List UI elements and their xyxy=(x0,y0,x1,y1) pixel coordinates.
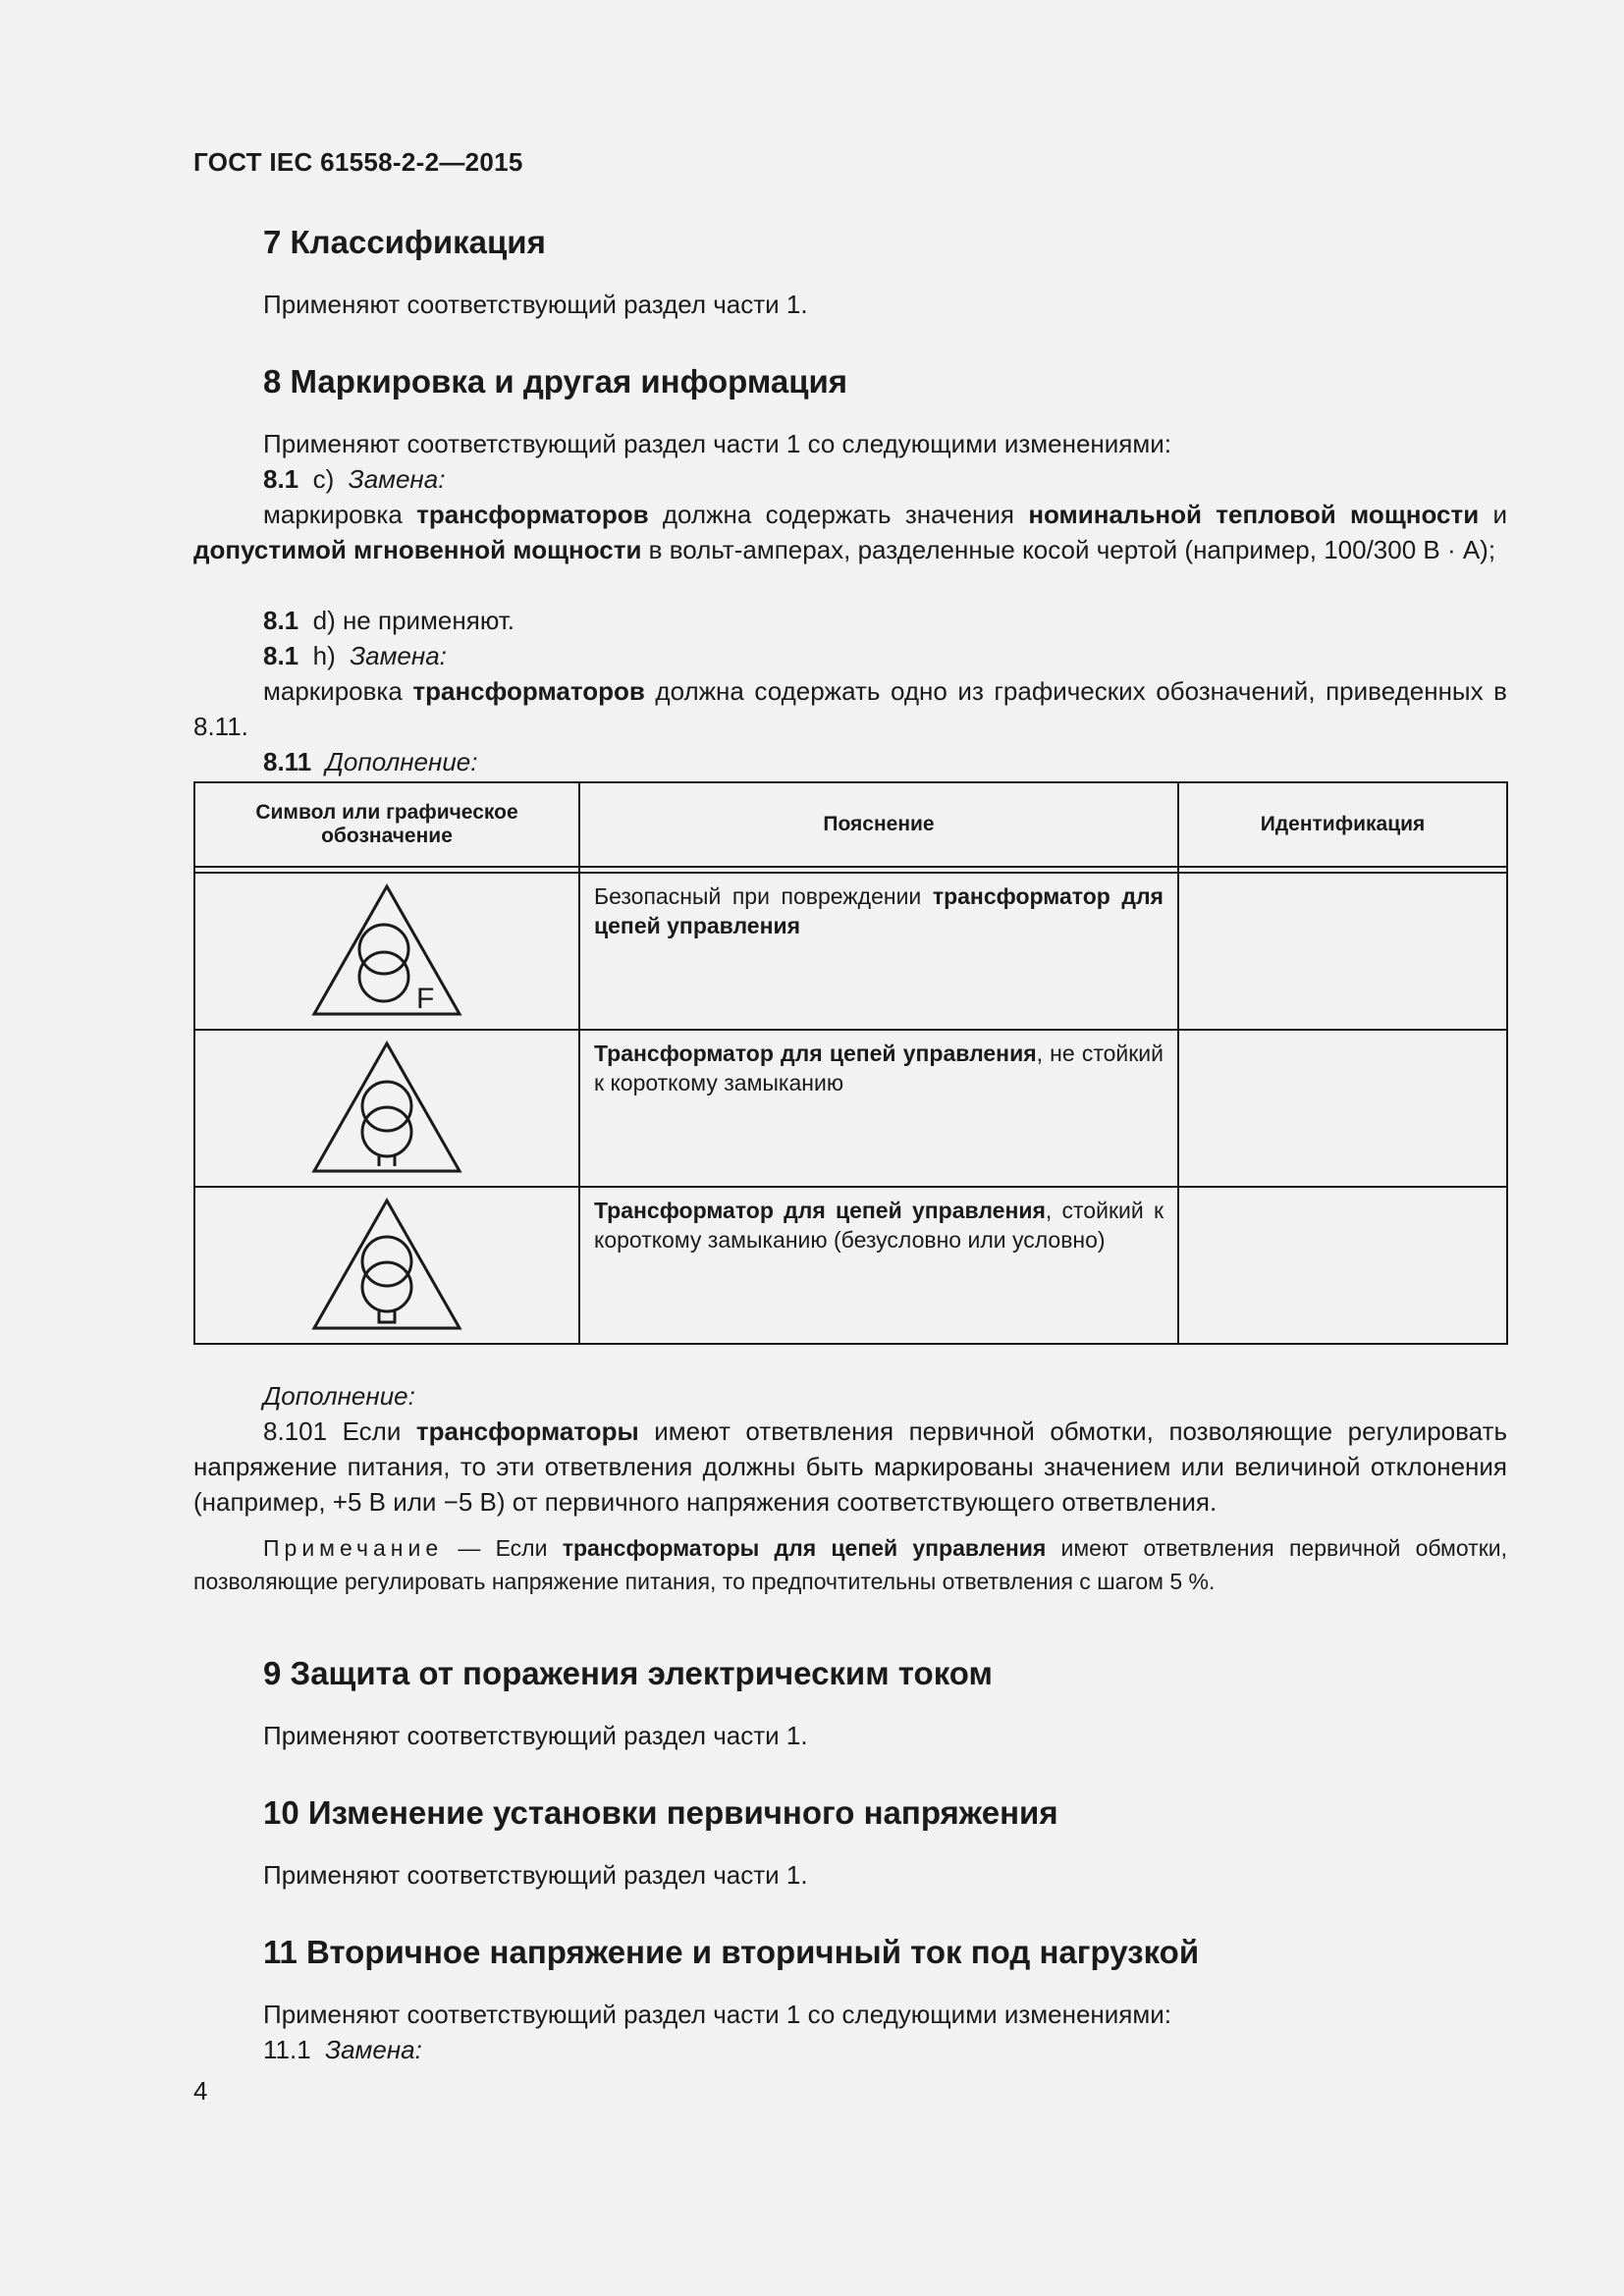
table-row xyxy=(194,1187,1507,1344)
document-id: ГОСТ IEC 61558-2-2—2015 xyxy=(193,147,523,177)
clause-8-1-c-text xyxy=(193,497,1507,567)
section-11-title: 11 Вторичное напряжение и вторичный ток под нагрузкой xyxy=(263,1934,1200,1970)
clause-text: d) не применяют. xyxy=(312,606,515,635)
symbol-cell xyxy=(194,873,579,1030)
clause-11-1-heading xyxy=(263,2032,422,2067)
section-7-text: Применяют соответствующий раздел части 1. xyxy=(263,290,808,319)
identification-cell xyxy=(1178,1030,1507,1187)
non-short-circuit-proof-transformer-icon xyxy=(308,1040,465,1177)
symbol-cell xyxy=(194,1030,579,1187)
text-run: Безопасный при повреждении xyxy=(594,883,933,909)
clause-label: h) xyxy=(312,641,336,670)
bold-term: трансформаторов xyxy=(416,500,649,529)
fail-safe-transformer-icon xyxy=(308,882,465,1020)
table-header: Идентификация xyxy=(1178,782,1507,867)
explanation-cell xyxy=(579,873,1178,1030)
text-run: должна содержать значения xyxy=(648,500,1029,529)
text-run: — Если xyxy=(443,1535,563,1561)
table-header-row xyxy=(194,782,1507,867)
bold-term: допустимой мгновенной мощности xyxy=(193,535,642,564)
table-header: Пояснение xyxy=(579,782,1178,867)
section-8-intro: Применяют соответствующий раздел части 1 со следующими изменениями: xyxy=(263,429,1172,458)
clause-number: 8.1 xyxy=(263,464,299,494)
text-run: и xyxy=(1479,500,1508,529)
clause-type: Замена: xyxy=(348,464,446,494)
section-8-title: 8 Маркировка и другая информация xyxy=(263,363,848,400)
text-run: , стойкий к короткому замыканию (безусловно или условно) xyxy=(594,1198,1164,1253)
clause-type: Замена: xyxy=(350,641,447,670)
clause-8-1-h-text xyxy=(193,673,1507,744)
explanation-cell xyxy=(579,1030,1178,1187)
text-run: должна содержать одно из графических обозначений, приведенных в 8.11. xyxy=(193,676,1507,741)
clause-8-1-d xyxy=(263,603,514,638)
clause-number: 11.1 xyxy=(263,2035,311,2064)
section-10-text: Применяют соответствующий раздел части 1. xyxy=(263,1860,808,1890)
clause-8-11-heading xyxy=(263,744,477,779)
text-run: , не стойкий к короткому замыканию xyxy=(594,1041,1164,1095)
table-row xyxy=(194,873,1507,1030)
bold-term: Трансформатор для цепей управления xyxy=(594,1198,1046,1223)
table-header: Символ или графическое обозначение xyxy=(194,782,579,867)
clause-8-1-c-heading xyxy=(263,461,445,497)
section-11-text: Применяют соответствующий раздел части 1 со следующими изменениями: xyxy=(263,2000,1172,2029)
text-run: маркировка xyxy=(263,676,413,706)
identification-cell xyxy=(1178,1187,1507,1344)
section-9-text: Применяют соответствующий раздел части 1. xyxy=(263,1721,808,1750)
clause-label: c) xyxy=(312,464,335,494)
bold-term: трансформаторы xyxy=(415,1416,639,1446)
bold-term: трансформаторов xyxy=(412,676,645,706)
symbol-letter: F xyxy=(416,983,435,1015)
bold-term: трансформаторы для цепей управления xyxy=(562,1535,1047,1561)
table-row xyxy=(194,1030,1507,1187)
text-run: 8.101 Если xyxy=(263,1416,416,1446)
clause-8-1-h-heading xyxy=(263,638,447,673)
section-9-title: 9 Защита от поражения электрическим током xyxy=(263,1655,993,1691)
bold-term: номинальной тепловой мощности xyxy=(1028,500,1480,529)
note-label: Примечание xyxy=(263,1535,444,1561)
section-10-title: 10 Изменение установки первичного напряжения xyxy=(263,1794,1058,1831)
clause-number: 8.1 xyxy=(263,641,299,670)
text-run: маркировка xyxy=(263,500,417,529)
section-7-title: 7 Классификация xyxy=(263,224,546,260)
page-number: 4 xyxy=(193,2076,208,2106)
symbol-cell xyxy=(194,1187,579,1344)
explanation-cell xyxy=(579,1187,1178,1344)
identification-cell xyxy=(1178,873,1507,1030)
clause-type: Дополнение: xyxy=(325,747,478,776)
clause-number: 8.1 xyxy=(263,606,299,635)
bold-term: Трансформатор для цепей управления xyxy=(594,1041,1037,1066)
text-run: имеют ответвления первичной обмотки, позволяющие регулировать напряжение питания, то предпочтительны ответвления с шагом 5 %. xyxy=(193,1535,1507,1594)
text-run: имеют ответвления первичной обмотки, позволяющие регулировать напряжение питания, то эти ответвления должны быть маркированы значением или величиной отклонения (например, +5 В или −5 В) от первичного напряжения соответствующего ответвления. xyxy=(193,1416,1507,1517)
note-text xyxy=(193,1531,1507,1598)
clause-8-101-text xyxy=(193,1414,1507,1520)
text-run: в вольт-амперах, разделенные косой чертой (например, 100/300 В · А); xyxy=(641,535,1496,564)
bold-term: трансформатор для цепей управления xyxy=(594,883,1164,938)
symbols-table xyxy=(193,781,1508,1345)
addition-label: Дополнение: xyxy=(263,1381,415,1411)
short-circuit-proof-transformer-icon xyxy=(308,1197,465,1334)
clause-type: Замена: xyxy=(325,2035,422,2064)
clause-number: 8.11 xyxy=(263,747,312,776)
